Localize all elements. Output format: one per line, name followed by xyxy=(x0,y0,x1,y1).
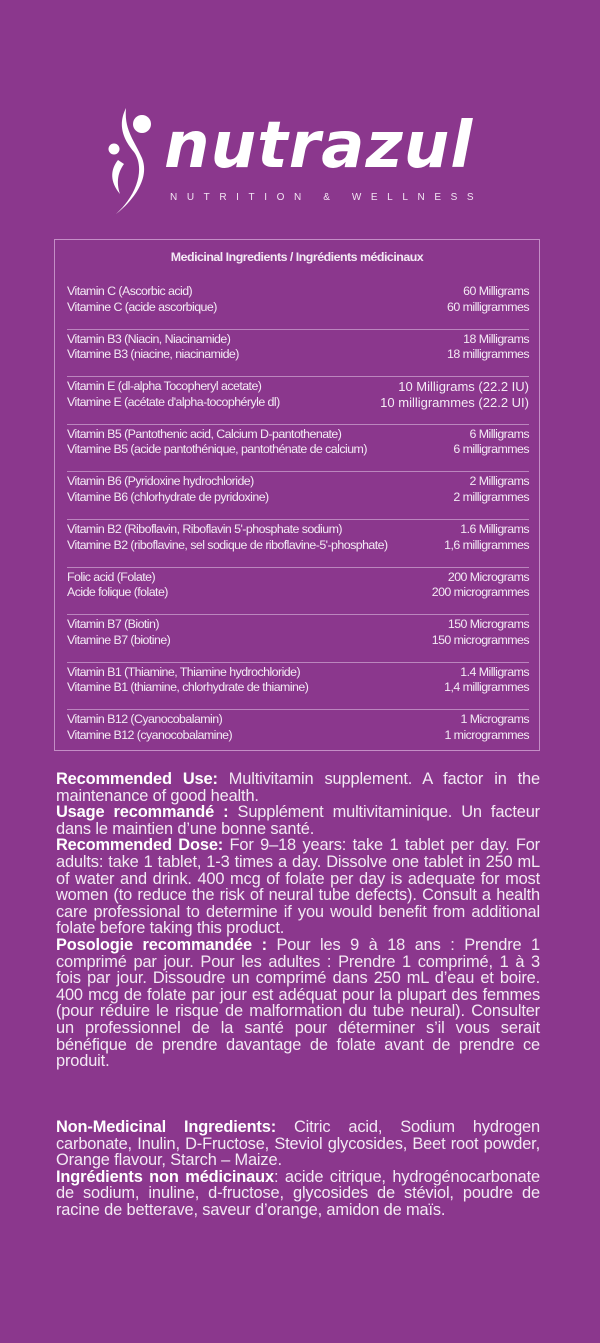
ingredient-name-en: Vitamin B3 (Niacin, Niacinamide) xyxy=(67,331,231,346)
ingredient-amount-fr: 150 microgrammes xyxy=(431,632,529,647)
dose-en-text: For 9–18 years: take 1 tablet per day. For adults: take 1 tablet, 1-3 times a day. Dissolve one tablet in 250 mL of water and drink. 400 mcg of folate per day is adequate for most women (to reduce the risk of neural tube defects). Consult a health care professional to determine if you would benefit from additional folate before taking this product. xyxy=(56,836,540,938)
ingredient-amount-fr: 10 milligrammes (22.2 UI) xyxy=(380,394,529,410)
ingredient-amount-en: 18 Milligrams xyxy=(463,331,529,346)
ingredient-row xyxy=(67,615,529,663)
ingredient-name-en: Vitamin B2 (Riboflavin, Riboflavin 5'-phosphate sodium) xyxy=(67,521,342,536)
use-en-label: Recommended Use: xyxy=(56,770,218,788)
ingredient-amount-en: 1.4 Milligrams xyxy=(460,664,529,679)
ingredient-name-fr: Vitamine B3 (niacine, niacinamide) xyxy=(67,347,239,362)
ingredient-name-en: Vitamin C (Ascorbic acid) xyxy=(67,284,193,298)
ingredient-name-en: Vitamin B7 (Biotin) xyxy=(67,617,159,632)
nonmed-en-text: Citric acid, Sodium hydrogen carbonate, Inulin, D-Fructose, Steviol glycosides, Beet root powder, Orange flavour, Starch – Maize. xyxy=(56,1118,540,1170)
ingredient-name-en: Vitamin B12 (Cyanocobalamin) xyxy=(67,712,223,727)
ingredient-amount-fr: 1,4 milligrammes xyxy=(444,680,529,695)
ingredient-amounts xyxy=(432,617,529,662)
nonmed-fr xyxy=(56,1169,540,1219)
ingredient-amount-en: 6 Milligrams xyxy=(469,426,529,441)
ingredient-row xyxy=(67,377,529,425)
ingredient-amount-en: 10 Milligrams (22.2 IU) xyxy=(398,379,529,395)
ingredient-row xyxy=(67,520,529,568)
table-body xyxy=(67,282,529,758)
nonmed-en xyxy=(56,1119,540,1169)
ingredient-amount-fr: 1,6 milligrammes xyxy=(444,537,529,552)
ingredient-names xyxy=(67,474,269,519)
use-fr-text: Supplément multivitaminique. Un facteur dans le maintien d’une bonne santé. xyxy=(56,803,540,838)
ingredient-amount-en: 60 Milligrams xyxy=(463,284,529,298)
nonmed-fr-label: Ingrédients non médicinaux xyxy=(56,1167,274,1186)
ingredient-name-fr: Vitamine B2 (riboflavine, sel sodique de riboflavine-5'-phosphate) xyxy=(67,537,388,552)
ingredient-name-en: Vitamin E (dl-alpha Tocopheryl acetate) xyxy=(67,379,262,394)
ingredient-name-en: Vitamin B1 (Thiamine, Thiamine hydrochloride) xyxy=(67,664,301,679)
ingredient-amount-en: 1.6 Milligrams xyxy=(460,521,529,536)
ingredient-row xyxy=(67,282,529,330)
ingredient-amount-fr: 200 microgrammes xyxy=(431,585,529,600)
brand-logo xyxy=(104,104,504,220)
ingredient-name-en: Vitamin B5 (Pantothenic acid, Calcium D-pantothenate) xyxy=(67,426,342,441)
dose-fr-text: Pour les 9 à 18 ans : Prendre 1 comprimé par jour. Pour les adultes : Prendre 1 comprimé, 1 à 3 fois par jour. Dissoudre un comprimé dans 250 mL d’eau et boire. 400 mcg de folate par jour est adéquat pour la plupart des femmes (pour réduire le risque de malformation du tube neural). Consulter un professionnel de la santé pour déterminer s’il vous serait bénéfique de prendre davantage de folate avant de prendre ce produit. xyxy=(56,935,540,1071)
use-fr-label: Usage recommandé : xyxy=(56,803,229,822)
nonmed-en-label: Non-Medicinal Ingredients: xyxy=(56,1118,277,1136)
ingredient-names xyxy=(67,332,239,377)
ingredient-amount-en: 200 Micrograms xyxy=(447,569,529,584)
ingredient-amount-en: 2 Milligrams xyxy=(469,474,529,489)
ingredient-name-fr: Vitamine B1 (thiamine, chlorhydrate de thiamine) xyxy=(67,680,309,695)
ingredient-amount-en: 1 Micrograms xyxy=(460,712,529,727)
dose-fr-label: Posologie recommandée : xyxy=(56,935,267,954)
use-en xyxy=(56,771,540,804)
medicinal-ingredients-table xyxy=(54,239,540,751)
ingredient-amount-fr: 6 milligrammes xyxy=(453,442,529,457)
ingredient-names xyxy=(67,617,170,662)
ingredient-name-fr: Vitamine B7 (biotine) xyxy=(67,632,171,647)
use-fr xyxy=(56,804,540,837)
ingredient-amount-en: 150 Micrograms xyxy=(447,617,529,632)
ingredient-names xyxy=(67,522,388,567)
ingredient-name-fr: Vitamine B5 (acide pantothénique, pantothénate de calcium) xyxy=(67,442,367,457)
ingredient-names xyxy=(67,665,308,710)
ingredient-name-fr: Vitamine E (acétate d'alpha-tocophéryle dl) xyxy=(67,394,280,409)
ingredient-row xyxy=(67,663,529,711)
ingredient-amounts xyxy=(432,570,529,615)
ingredient-row xyxy=(67,568,529,616)
dancing-figure-icon xyxy=(104,104,160,216)
nonmed-fr-text: : acide citrique, hydrogénocarbonate de sodium, inuline, d-fructose, glycosides de stéviol, poudre de racine de betterave, saveur d’orange, amidon de maïs. xyxy=(56,1167,540,1219)
ingredient-names xyxy=(67,570,168,615)
ingredient-amount-fr: 2 milligrammes xyxy=(453,489,529,504)
dose-en-label: Recommended Dose: xyxy=(56,836,224,855)
ingredient-amount-fr: 18 milligrammes xyxy=(447,347,529,362)
ingredient-amount-fr: 60 milligrammes xyxy=(447,299,529,314)
ingredient-amounts xyxy=(444,665,529,710)
ingredient-row xyxy=(67,710,529,758)
ingredient-amounts xyxy=(453,474,529,519)
ingredient-name-fr: Vitamine B12 (cyanocobalamine) xyxy=(67,727,233,742)
ingredient-name-fr: Vitamine C (acide ascorbique) xyxy=(67,299,217,314)
ingredient-name-fr: Acide folique (folate) xyxy=(67,585,168,600)
ingredient-amounts xyxy=(447,284,529,329)
brand-tagline: NUTRITION & WELLNESS xyxy=(170,192,484,203)
recommended-use-section xyxy=(56,771,540,1070)
ingredient-amounts xyxy=(447,332,529,377)
ingredient-name-en: Folic acid (Folate) xyxy=(67,569,156,584)
non-medicinal-section xyxy=(56,1119,540,1219)
ingredient-names xyxy=(67,712,232,758)
ingredient-names xyxy=(67,379,280,424)
dose-en xyxy=(56,837,540,937)
ingredient-row xyxy=(67,425,529,473)
table-title: Medicinal Ingredients / Ingrédients médicinaux xyxy=(170,250,424,264)
ingredient-amount-fr: 1 microgrammes xyxy=(444,727,529,742)
use-en-text: Multivitamin supplement. A factor in the maintenance of good health. xyxy=(56,770,540,805)
ingredient-name-en: Vitamin B6 (Pyridoxine hydrochloride) xyxy=(67,474,254,489)
ingredient-amounts xyxy=(380,379,529,424)
ingredient-names xyxy=(67,427,367,472)
ingredient-amounts xyxy=(453,427,529,472)
ingredient-amounts xyxy=(444,712,529,758)
dose-fr xyxy=(56,937,540,1070)
brand-name: nutrazul xyxy=(164,109,474,183)
ingredient-row xyxy=(67,472,529,520)
ingredient-name-fr: Vitamine B6 (chlorhydrate de pyridoxine) xyxy=(67,489,269,504)
ingredient-amounts xyxy=(444,522,529,567)
ingredient-row xyxy=(67,330,529,378)
ingredient-names xyxy=(67,284,217,329)
